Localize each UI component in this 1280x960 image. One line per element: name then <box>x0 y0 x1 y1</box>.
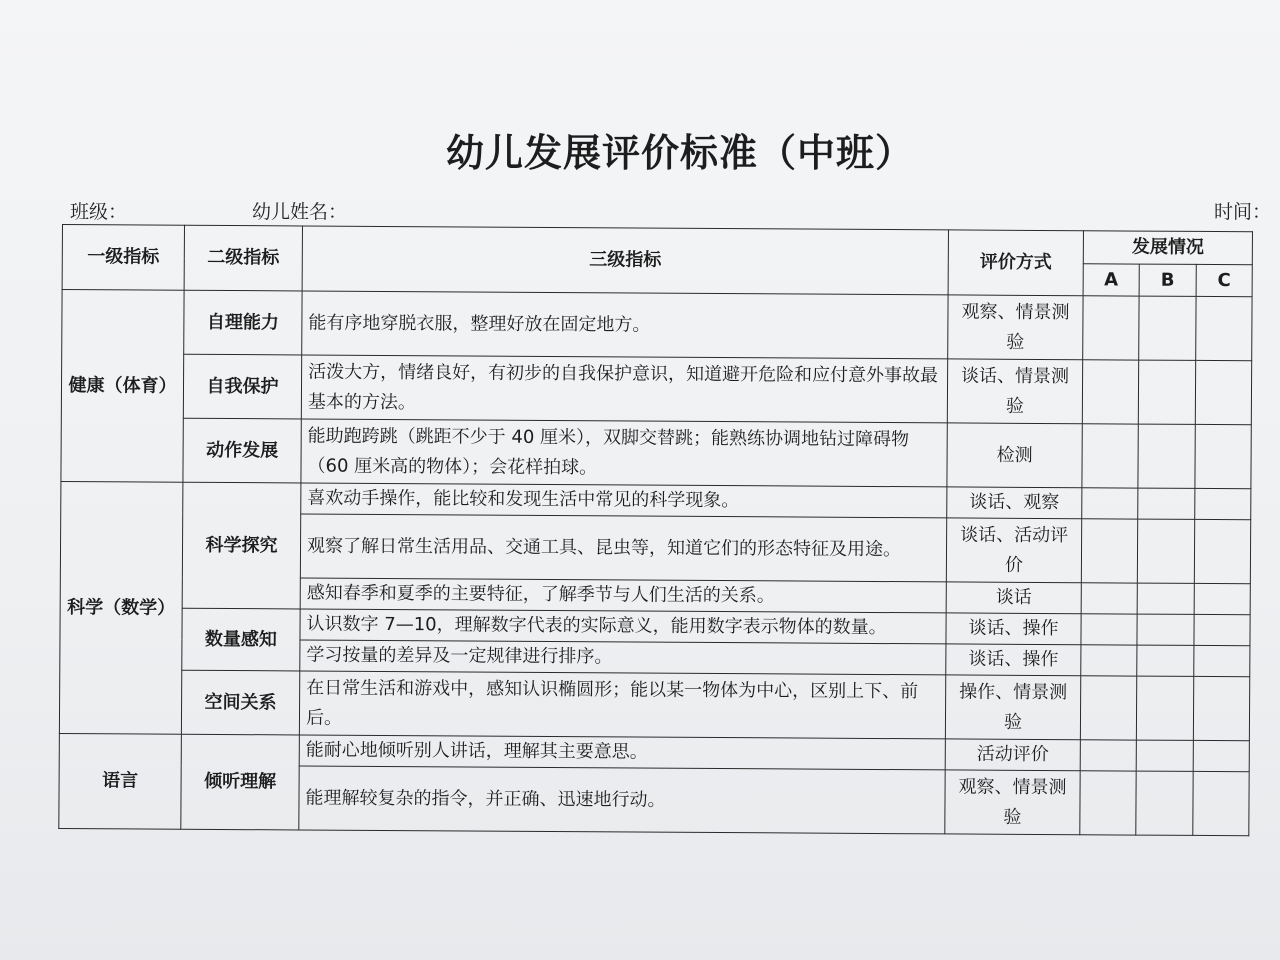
table-row <box>59 733 1249 771</box>
table-row <box>61 417 1251 488</box>
grade-c-cell[interactable] <box>1195 360 1251 424</box>
grade-b-cell[interactable] <box>1139 296 1196 360</box>
method-cell: 谈话、操作 <box>946 613 1081 645</box>
indicator-cell: 能助跑跨跳（跳距不少于 40 厘米），双脚交替跳；能熟练协调地钻过障碍物（60 厘米高的物体）；会花样拍球。 <box>301 419 947 487</box>
grade-a-cell[interactable] <box>1080 740 1136 771</box>
method-cell: 检测 <box>947 423 1082 488</box>
page-title: 幼儿发展评价标准（中班） <box>445 131 914 175</box>
grade-c-cell[interactable] <box>1194 614 1250 645</box>
header-grade-b: B <box>1139 264 1196 296</box>
indicator-cell: 能理解较复杂的指令，并正确、迅速地行动。 <box>299 766 945 834</box>
level1-health: 健康（体育） <box>61 290 184 483</box>
grade-c-cell[interactable] <box>1196 296 1252 360</box>
indicator-cell: 能耐心地倾听别人讲话，理解其主要意思。 <box>299 735 945 770</box>
header-grade-c: C <box>1196 264 1252 296</box>
method-cell: 观察、情景测验 <box>948 295 1083 360</box>
grade-a-cell[interactable] <box>1081 645 1137 676</box>
indicator-cell: 活泼大方，情绪良好，有初步的自我保护意识，知道避开危险和应付意外事故最基本的方法。 <box>301 355 947 423</box>
indicator-cell: 在日常生活和游戏中，感知认识椭圆形；能以某一物体为中心，区别上下、前后。 <box>299 671 945 739</box>
table-row <box>59 669 1249 740</box>
method-cell: 谈话、观察 <box>947 487 1082 519</box>
header-level3: 三级指标 <box>302 226 948 295</box>
method-cell: 谈话 <box>946 582 1081 614</box>
indicator-cell: 观察了解日常生活用品、交通工具、昆虫等，知道它们的形态特征及用途。 <box>300 514 946 582</box>
grade-a-cell[interactable] <box>1081 614 1137 645</box>
indicator-cell: 学习按量的差异及一定规律进行排序。 <box>300 640 946 675</box>
level2-motor-development: 动作发展 <box>183 418 301 483</box>
table-row <box>60 607 1250 645</box>
grade-a-cell[interactable] <box>1080 771 1136 835</box>
level2-science-inquiry: 科学探究 <box>182 482 301 609</box>
grade-b-cell[interactable] <box>1137 645 1194 676</box>
header-grade-a: A <box>1083 264 1139 296</box>
grade-b-cell[interactable] <box>1136 676 1193 740</box>
grade-c-cell[interactable] <box>1194 519 1250 583</box>
grade-c-cell[interactable] <box>1195 488 1251 519</box>
grade-b-cell[interactable] <box>1136 740 1193 771</box>
grade-c-cell[interactable] <box>1193 676 1249 740</box>
grade-a-cell[interactable] <box>1083 296 1139 360</box>
method-cell: 操作、情景测验 <box>945 675 1080 740</box>
time-label: 时间： <box>1214 201 1272 223</box>
table-row <box>61 354 1251 425</box>
grade-c-cell[interactable] <box>1195 424 1251 488</box>
grade-c-cell[interactable] <box>1194 583 1250 614</box>
grade-b-cell[interactable] <box>1137 614 1194 645</box>
indicator-cell: 认识数字 7—10，理解数字代表的实际意义，能用数字表示物体的数量。 <box>300 609 946 644</box>
grade-a-cell[interactable] <box>1081 519 1137 583</box>
method-cell: 谈话、活动评价 <box>946 518 1081 583</box>
grade-c-cell[interactable] <box>1193 771 1249 835</box>
header-level1: 一级指标 <box>62 225 184 291</box>
grade-b-cell[interactable] <box>1136 771 1193 835</box>
grade-b-cell[interactable] <box>1138 424 1195 488</box>
table-row <box>62 290 1252 361</box>
indicator-cell: 能有序地穿脱衣服，整理好放在固定地方。 <box>302 291 948 359</box>
grade-b-cell[interactable] <box>1138 360 1195 424</box>
class-label: 班级： <box>70 201 128 223</box>
level2-self-protection: 自我保护 <box>183 354 301 419</box>
indicator-cell: 喜欢动手操作，能比较和发现生活中常见的科学现象。 <box>301 483 947 518</box>
level2-spatial-relations: 空间关系 <box>181 670 299 735</box>
level1-language: 语言 <box>59 733 182 829</box>
level2-listening: 倾听理解 <box>181 734 300 830</box>
grade-a-cell[interactable] <box>1082 488 1138 519</box>
grade-c-cell[interactable] <box>1194 645 1250 676</box>
grade-b-cell[interactable] <box>1138 488 1195 519</box>
level2-self-care: 自理能力 <box>184 290 302 355</box>
table-row <box>61 481 1251 519</box>
method-cell: 谈话、情景测验 <box>947 359 1082 424</box>
grade-c-cell[interactable] <box>1193 740 1249 771</box>
header-development: 发展情况 <box>1083 231 1252 265</box>
method-cell: 活动评价 <box>945 739 1080 771</box>
header-level2: 二级指标 <box>184 225 302 291</box>
grade-a-cell[interactable] <box>1082 424 1138 488</box>
evaluation-table <box>58 224 1253 836</box>
grade-a-cell[interactable] <box>1080 676 1136 740</box>
level1-science: 科学（数学） <box>59 481 183 734</box>
method-cell: 谈话、操作 <box>946 644 1081 676</box>
indicator-cell: 感知春季和夏季的主要特征，了解季节与人们生活的关系。 <box>300 578 946 613</box>
header-method: 评价方式 <box>948 230 1083 296</box>
grade-a-cell[interactable] <box>1082 360 1138 424</box>
grade-b-cell[interactable] <box>1137 583 1194 614</box>
child-name-label: 幼儿姓名： <box>252 201 348 223</box>
method-cell: 观察、情景测验 <box>945 770 1080 835</box>
level2-number-sense: 数量感知 <box>182 608 300 671</box>
grade-b-cell[interactable] <box>1137 519 1194 583</box>
grade-a-cell[interactable] <box>1081 583 1137 614</box>
